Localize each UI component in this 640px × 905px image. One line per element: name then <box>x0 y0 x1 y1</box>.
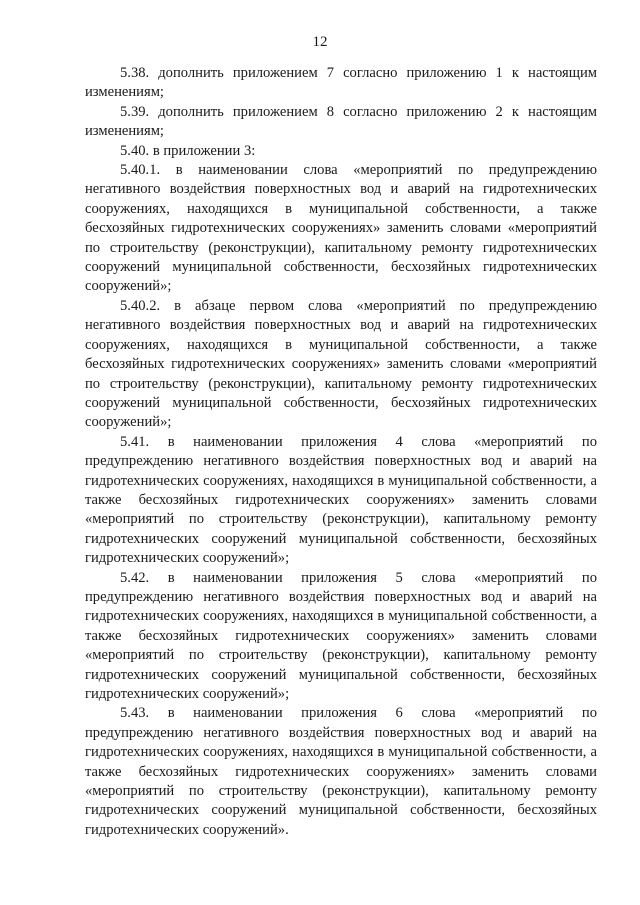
paragraph-5-40-1: 5.40.1. в наименовании слова «мероприятий по предупреждению негативного воздействия поверхностных вод и аварий на гидротехнических сооружениях, находящихся в муниципальной собственности, а также бесхозяйных гидротехнических сооружениях» заменить словами «мероприятий по строительству (реконструкции), капитальному ремонту гидротехнических сооружений муниципальной собственности, бесхозяйных гидротехнических сооружений»; <box>85 162 597 295</box>
page-number: 12 <box>312 34 328 50</box>
paragraph-5-40: 5.40. в приложении 3: <box>120 142 256 159</box>
paragraph-5-40-2: 5.40.2. в абзаце первом слова «мероприятий по предупреждению негативного воздействия поверхностных вод и аварий на гидротехнических сооружениях, находящихся в муниципальной собственности, а также бесхозяйных гидротехнических сооружениях» заменить словами «мероприятий по строительству (реконструкции), капитальному ремонту гидротехнических сооружений муниципальной собственности, бесхозяйных гидротехнических сооружений»; <box>85 297 597 431</box>
paragraph-5-38: 5.38. дополнить приложением 7 согласно приложению 1 к настоящим изменениям; <box>85 65 597 101</box>
paragraph-5-39: 5.39. дополнить приложением 8 согласно приложению 2 к настоящим изменениям; <box>85 103 597 140</box>
paragraph-5-42: 5.42. в наименовании приложения 5 слова «мероприятий по предупреждению негативного воздействия поверхностных вод и аварий на гидротехнических сооружениях, находящихся в муниципальной собственности, а также бесхозяйных гидротехнических сооружениях» заменить словами «мероприятий по строительству (реконструкции), капитальному ремонту гидротехнических сооружений муниципальной собственности, бесхозяйных гидротехнических сооружений»; <box>85 569 597 702</box>
paragraph-5-41: 5.41. в наименовании приложения 4 слова «мероприятий по предупреждению негативного воздействия поверхностных вод и аварий на гидротехнических сооружениях, находящихся в муниципальной собственности, а также бесхозяйных гидротехнических сооружениях» заменить словами «мероприятий по строительству (реконструкции), капитальному ремонту гидротехнических сооружений муниципальной собственности, бесхозяйных гидротехнических сооружений»; <box>85 433 597 567</box>
paragraph-5-43: 5.43. в наименовании приложения 6 слова «мероприятий по предупреждению негативного воздействия поверхностных вод и аварий на гидротехнических сооружениях, находящихся в муниципальной собственности, а также бесхозяйных гидротехнических сооружениях» заменить словами «мероприятий по строительству (реконструкции), капитальному ремонту гидротехнических сооружений муниципальной собственности, бесхозяйных гидротехнических сооружений». <box>85 705 597 838</box>
document-body <box>85 64 597 840</box>
